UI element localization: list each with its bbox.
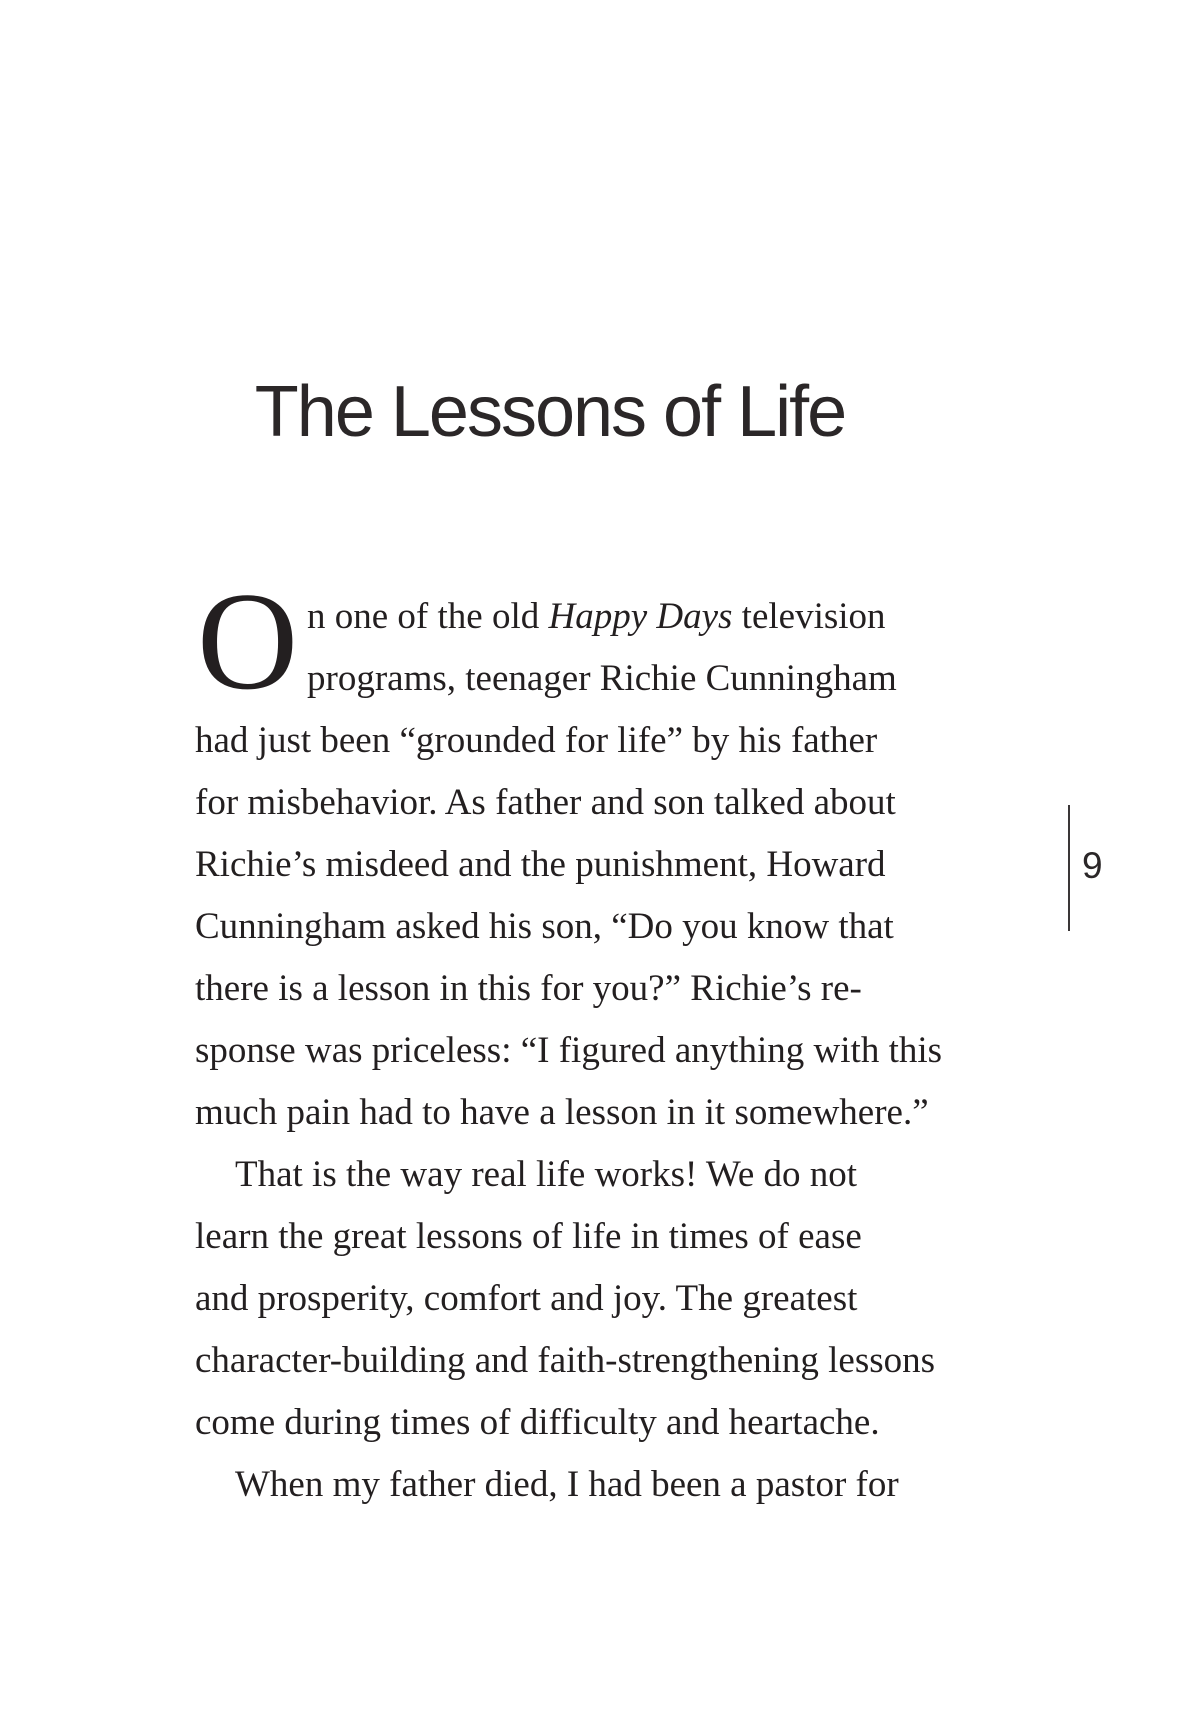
body-line: That is the way real life works! We do not: [235, 1154, 858, 1195]
body-line: and prosperity, comfort and joy. The greatest: [195, 1278, 858, 1319]
page-number-rule: [1068, 805, 1070, 931]
body-line: come during times of difficulty and heartache.: [195, 1402, 880, 1443]
body-line: Cunningham asked his son, “Do you know that: [195, 906, 894, 947]
body-line: for misbehavior. As father and son talked about: [195, 782, 896, 823]
body-line: When my father died, I had been a pastor for: [235, 1464, 899, 1505]
body-line: Richie’s misdeed and the punishment, Howard: [195, 844, 886, 885]
body-line: there is a lesson in this for you?” Richie’s re-: [195, 968, 862, 1009]
body-line: [195, 586, 995, 648]
drop-cap: O: [197, 564, 299, 719]
chapter-title: The Lessons of Life: [254, 372, 846, 452]
body-line: programs, teenager Richie Cunningham: [307, 658, 897, 699]
page-number: 9: [1082, 845, 1103, 886]
body-line: learn the great lessons of life in times of ease: [195, 1216, 862, 1257]
body-text: [195, 564, 995, 1516]
body-line: character-building and faith-strengthening lessons: [195, 1340, 936, 1381]
body-line: much pain had to have a lesson in it somewhere.”: [195, 1092, 929, 1133]
body-line: had just been “grounded for life” by his father: [195, 720, 878, 761]
line-text: n one of the old: [307, 596, 549, 637]
line-text: television: [732, 596, 886, 637]
show-title-italic: Happy Days: [548, 596, 733, 637]
body-line: sponse was priceless: “I figured anything with this: [195, 1030, 943, 1071]
